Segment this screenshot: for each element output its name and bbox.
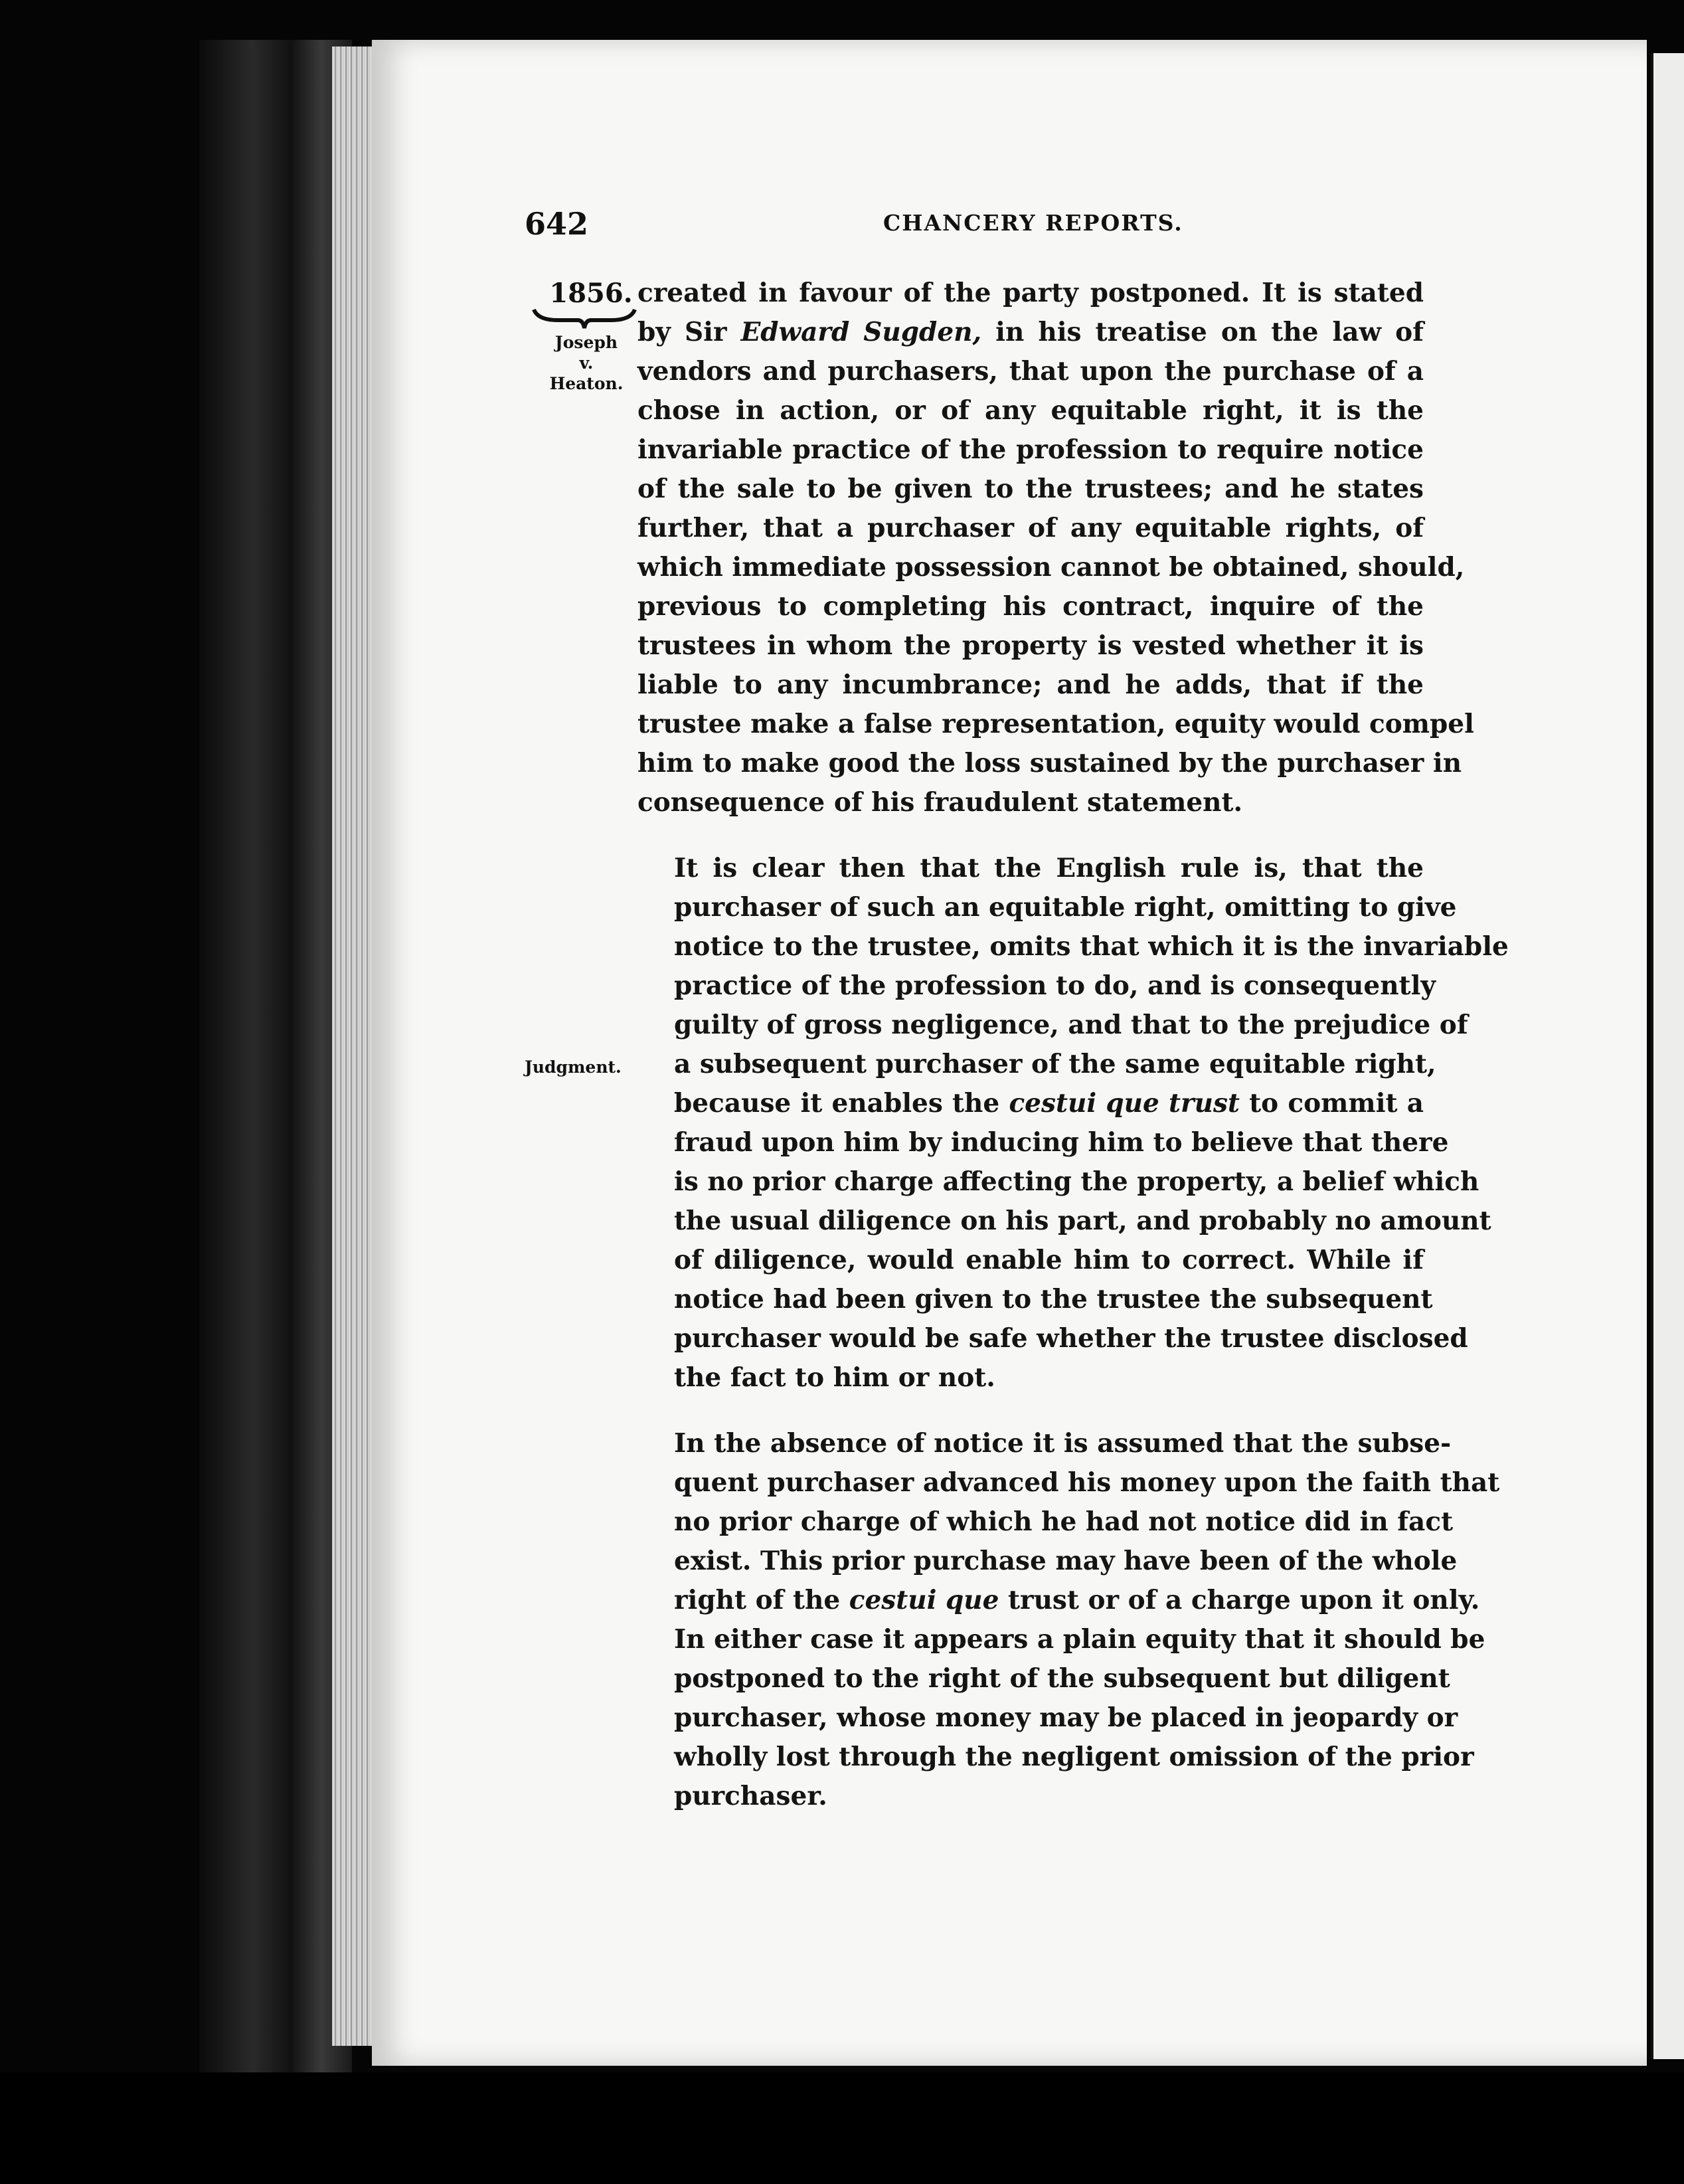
- text-line: the usual diligence on his part, and probably no amount: [674, 1206, 1491, 1236]
- text-line: guilty of gross negligence, and that to the prejudice of: [674, 1010, 1468, 1040]
- text-line: It is clear then that the English rule is, that the: [674, 853, 1424, 883]
- text-line: consequence of his fraudulent statement.: [637, 787, 1243, 818]
- text-run: by Sir: [637, 317, 741, 347]
- text-line: purchaser would be safe whether the trustee disclosed: [674, 1323, 1468, 1354]
- text-line: him to make good the loss sustained by the purchaser in: [637, 748, 1462, 778]
- text-line: notice to the trustee, omits that which it is the invariable: [674, 931, 1509, 962]
- text-line: purchaser of such an equitable right, omitting to give: [674, 892, 1457, 923]
- text-line: [637, 313, 1424, 352]
- text-line: purchaser, whose money may be placed in jeopardy or: [674, 1702, 1458, 1733]
- text-line: notice had been given to the trustee the subsequent: [674, 1284, 1433, 1315]
- margin-year: 1856.: [549, 278, 633, 309]
- facing-page-edge: [1651, 53, 1684, 2059]
- text-line: chose in action, or of any equitable right, it is the: [637, 395, 1424, 426]
- text-run: to commit a: [1239, 1088, 1424, 1119]
- text-line: practice of the profession to do, and is consequently: [674, 970, 1436, 1001]
- text-line: invariable practice of the profession to require notice: [637, 434, 1424, 465]
- italic-term: cestui que: [849, 1585, 999, 1615]
- text-line: vendors and purchasers, that upon the purchase of a: [637, 356, 1424, 387]
- page-number: 642: [525, 206, 589, 242]
- text-line: [637, 1084, 1424, 1123]
- brace-icon: [531, 306, 637, 332]
- text-line: trustee make a false representation, equity would compel: [637, 709, 1474, 739]
- paragraph-2: [637, 849, 1509, 1398]
- text-line: of the sale to be given to the trustees; and he states: [637, 474, 1424, 504]
- text-line: exist. This prior purchase may have been of the whole: [674, 1546, 1458, 1576]
- scan-border: [0, 2072, 1684, 2184]
- text-run: in his treatise on the law of: [981, 317, 1424, 347]
- margin-case-name: [537, 332, 636, 394]
- paragraph-3: [637, 1424, 1500, 1816]
- text-line: liable to any incumbrance; and he adds, that if the: [637, 670, 1424, 700]
- text-line: no prior charge of which he had not notice did in fact: [674, 1506, 1454, 1537]
- case-party-2: Heaton.: [549, 374, 624, 393]
- italic-term: cestui que trust: [1009, 1088, 1240, 1119]
- text-run: because it enables the: [674, 1088, 1009, 1119]
- page-header: [525, 206, 1441, 246]
- text-line: trustees in whom the property is vested whether it is: [637, 630, 1424, 661]
- text-line: which immediate possession cannot be obtained, should,: [637, 552, 1465, 583]
- text-line: further, that a purchaser of any equitable rights, of: [637, 513, 1424, 543]
- text-line: postponed to the right of the subsequent but diligent: [674, 1663, 1450, 1694]
- text-line: the fact to him or not.: [674, 1362, 995, 1393]
- case-versus: v.: [579, 353, 594, 373]
- text-line: In either case it appears a plain equity that it should be: [674, 1624, 1485, 1655]
- italic-name: Edward Sugden,: [740, 317, 982, 347]
- text-line: [637, 1581, 1480, 1620]
- book-spine-edge: [199, 40, 352, 2072]
- text-line: a subsequent purchaser of the same equitable right,: [674, 1049, 1436, 1079]
- margin-section-label: Judgment.: [525, 1057, 622, 1077]
- text-line: previous to completing his contract, inquire of the: [637, 591, 1424, 622]
- paragraph-1: [637, 274, 1474, 822]
- text-line: quent purchaser advanced his money upon the faith that: [674, 1467, 1500, 1498]
- text-line: is no prior charge affecting the property, a belief which: [674, 1166, 1479, 1197]
- running-head: CHANCERY REPORTS.: [883, 210, 1183, 236]
- body-text: [637, 274, 1509, 1816]
- text-line: of diligence, would enable him to correct. While if: [674, 1245, 1424, 1275]
- text-run: trust or of a charge upon it only.: [999, 1585, 1480, 1615]
- text-line: wholly lost through the negligent omission of the prior: [674, 1742, 1474, 1772]
- text-line: In the absence of notice it is assumed that the subse-: [674, 1428, 1452, 1459]
- text-line: created in favour of the party postponed. It is stated: [637, 278, 1424, 308]
- case-party-1: Joseph: [554, 333, 618, 352]
- text-run: right of the: [674, 1585, 849, 1615]
- text-line: purchaser.: [674, 1781, 827, 1811]
- text-line: fraud upon him by inducing him to believe that there: [674, 1127, 1449, 1158]
